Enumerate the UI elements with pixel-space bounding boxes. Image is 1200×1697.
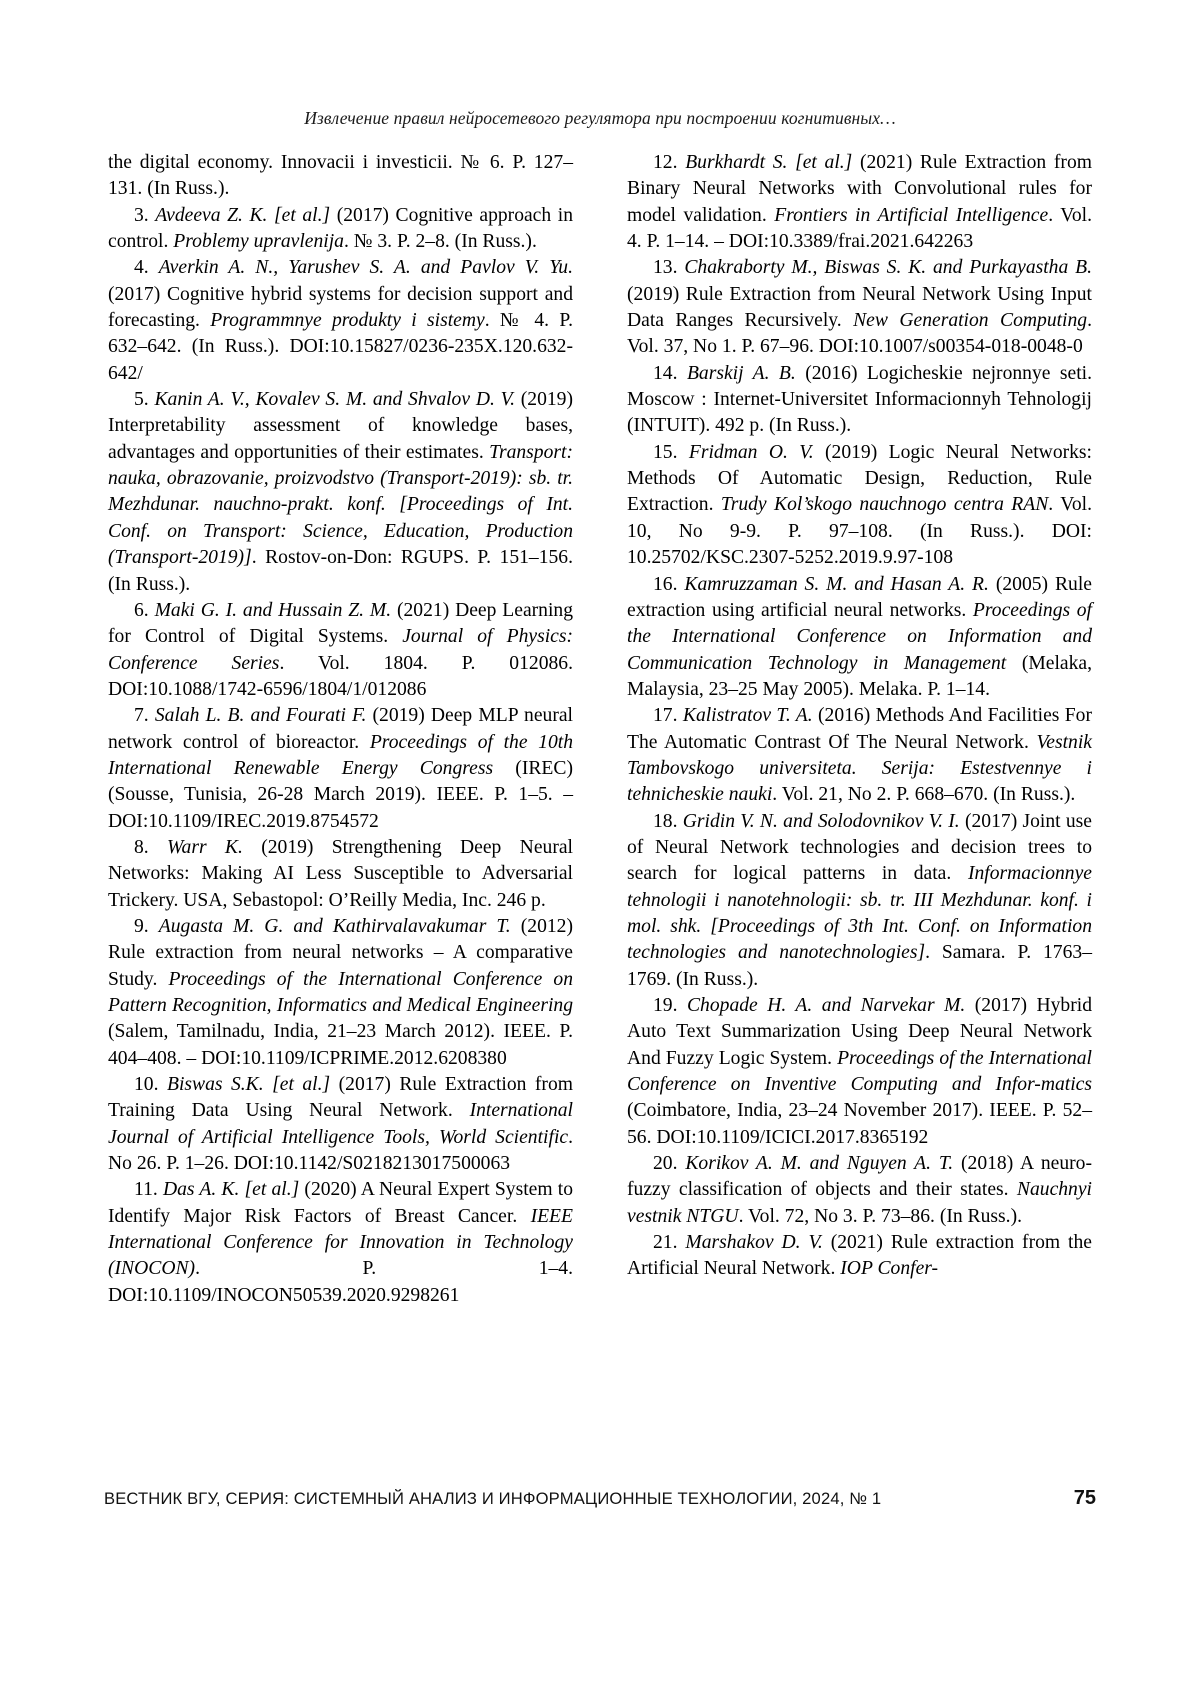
page-number: 75 xyxy=(1073,1487,1096,1509)
reference-text: (2019) Logic Neural Networks: Methods Of Automatic Design, Reduction, Rule Extraction. xyxy=(627,441,1093,516)
reference-number: 10. xyxy=(134,1074,159,1096)
reference-source: Nauchnyi vestnik NTGU xyxy=(627,1179,1092,1227)
right-column xyxy=(627,150,1092,1440)
reference-tail: (Salem, Tamilnadu, India, 21–23 March 2012). IEEE. P. 404–408. – DOI:10.1109/ICPRIME.2012.6208380 xyxy=(108,1021,573,1069)
reference-authors: Maki G. I. and Hussain Z. M. xyxy=(154,599,392,621)
reference-text: (2017) Cognitive approach in control. xyxy=(108,204,573,253)
left-column xyxy=(108,150,573,1440)
reference-number: 16. xyxy=(653,573,678,595)
reference-tail: . Vol. 4. P. 1–14. – DOI:10.3389/frai.2021.642263 xyxy=(627,204,1092,253)
reference-text: (2017) Hybrid Auto Text Summarization Using Deep Neural Network And Fuzzy Logic System. xyxy=(627,995,1092,1069)
reference-text: (2005) Rule extraction using artificial neural networks. xyxy=(627,573,1092,621)
reference-text: (2019) Deep MLP neural network control of bioreactor. xyxy=(108,705,574,753)
reference-tail: . № 4. P. 632–642. (In Russ.). DOI:10.15827/0236-235X.120.632-642/ xyxy=(108,310,574,384)
reference-authors: Biswas S.K. [et al.] xyxy=(166,1074,331,1096)
reference-number: 4. xyxy=(134,257,149,279)
reference-text: (2017) Cognitive hybrid systems for decision support and forecasting. xyxy=(108,283,573,332)
reference-text: (2016) Logicheskie nejronnye seti. Moscow : Internet-Universitet Informacionnyh Tehnologij (INTUIT). 492 p. (In Russ.). xyxy=(627,362,1092,437)
reference-authors: Avdeeva Z. K. [et al.] xyxy=(155,204,331,226)
reference-authors: Das A. K. [et al.] xyxy=(162,1179,300,1201)
reference-source: Informacionnye tehnologii i nanotehnologii: sb. tr. III Mezhdunar. konf. i mol. shk. [Proceedings of 3th Int. Conf. on Information technologies and nanotechnologies] xyxy=(627,863,1092,964)
reference-authors: Kanin A. V., Kovalev S. M. and Shvalov D. V. xyxy=(154,389,515,411)
reference-item xyxy=(627,440,1092,572)
reference-authors: Burkhardt S. [et al.] xyxy=(685,152,853,173)
reference-number: 7. xyxy=(134,705,149,727)
reference-item xyxy=(627,809,1092,993)
reference-source: Vestnik Tambovskogo universiteta. Serija: Estestvennye i tehnicheskie nauki xyxy=(627,731,1092,806)
reference-item xyxy=(627,993,1092,1151)
reference-text: (2021) Rule extraction from the Artificial Neural Network. xyxy=(627,1232,1092,1280)
reference-item xyxy=(108,1072,573,1177)
reference-item xyxy=(108,835,573,914)
reference-number: 15. xyxy=(653,441,678,463)
reference-authors: Salah L. B. and Fourati F. xyxy=(154,705,367,727)
reference-source: Proceedings of the International Conference on Inventive Computing and Infor-matics xyxy=(627,1047,1092,1096)
reference-source: Frontiers in Artificial Intelligence xyxy=(774,204,1049,226)
page-footer xyxy=(104,1487,1096,1510)
reference-item xyxy=(108,387,573,598)
reference-tail: . P. 1–4. DOI:10.1109/INOCON50539.2020.9298261 xyxy=(108,1258,573,1306)
reference-authors: Fridman O. V. xyxy=(688,441,814,463)
reference-source: International Journal of Artificial Intelligence Tools, World Scientific xyxy=(108,1100,573,1148)
reference-text: (2016) Methods And Facilities For The Automatic Contrast Of The Neural Network. xyxy=(627,705,1092,753)
reference-number: 8. xyxy=(134,836,149,858)
reference-text: (2020) A Neural Expert System to Identify Major Risk Factors of Breast Cancer. xyxy=(108,1179,574,1227)
reference-item xyxy=(627,572,1092,704)
reference-number: 17. xyxy=(653,705,678,727)
reference-item xyxy=(627,1151,1092,1230)
reference-item xyxy=(627,703,1092,808)
reference-authors: Barskij A. B. xyxy=(686,362,796,384)
reference-item xyxy=(108,914,573,1072)
reference-number: 11. xyxy=(134,1179,158,1201)
reference-tail: . Vol. 10, No 9-9. P. 97–108. (In Russ.). DOI: 10.25702/KSC.2307-5252.2019.9.97-108 xyxy=(627,494,1092,569)
reference-text: (2017) Joint use of Neural Network technologies and decision trees to search for logical patterns in data. xyxy=(627,810,1092,885)
reference-continuation: the digital economy. Innovacii i investicii. № 6. P. 127–131. (In Russ.). xyxy=(108,152,573,200)
reference-source: Proceedings of the International Conference on Information and Communication Technology in Management xyxy=(627,599,1092,674)
reference-source: New Generation Computing xyxy=(853,310,1088,332)
reference-item xyxy=(108,598,573,703)
reference-text: (2018) A neuro-fuzzy classification of objects and their states. xyxy=(627,1153,1092,1201)
reference-tail: (IREC) (Sousse, Tunisia, 26-28 March 2019). IEEE. P. 1–5. – DOI:10.1109/IREC.2019.8754572 xyxy=(108,757,573,832)
reference-text: (2017) Rule Extraction from Training Data Using Neural Network. xyxy=(108,1074,573,1122)
reference-number: 20. xyxy=(653,1153,678,1175)
reference-source: Transport: nauka, obrazovanie, proizvodstvo (Transport-2019): sb. tr. Mezhdunar. nauchno-prakt. konf. [Proceedings of Int. Conf. on Transport: Science, Education, Production (Transport-2019)] xyxy=(108,441,573,569)
reference-authors: Chakraborty M., Biswas S. K. and Purkayastha B. xyxy=(684,257,1092,279)
reference-source: IEEE International Conference for Innovation in Technology (INOCON) xyxy=(108,1205,573,1280)
reference-source: Programmnye produkty i sistemy xyxy=(210,310,485,332)
reference-source: Trudy Kol’skogo nauchnogo centra RAN xyxy=(720,494,1049,516)
reference-item xyxy=(627,150,1092,255)
reference-tail: . Vol. 1804. P. 012086. DOI:10.1088/1742-6596/1804/1/012086 xyxy=(108,652,573,700)
reference-text: (2012) Rule extraction from neural networks – A comparative Study. xyxy=(108,915,574,990)
reference-number: 21. xyxy=(653,1232,678,1254)
reference-source: Problemy upravlenija xyxy=(173,231,344,253)
reference-tail: (Coimbatore, India, 23–24 November 2017). IEEE. P. 52–56. DOI:10.1109/ICICI.2017.8365192 xyxy=(627,1100,1092,1148)
reference-tail: . Vol. 21, No 2. P. 668–670. (In Russ.). xyxy=(772,784,1076,806)
reference-source: Journal of Physics: Conference Series xyxy=(108,626,573,674)
reference-item xyxy=(627,361,1092,440)
reference-tail: (Melaka, Malaysia, 23–25 May 2005). Melaka. P. 1–14. xyxy=(627,652,1093,700)
reference-number: 6. xyxy=(134,599,149,621)
reference-authors: Chopade H. A. and Narvekar M. xyxy=(686,995,966,1016)
reference-text: (2021) Deep Learning for Control of Digital Systems. xyxy=(108,599,574,648)
reference-text: (2019) Strengthening Deep Neural Networks: Making AI Less Susceptible to Adversarial Trickery. USA, Sebastopol: O’Reilly Media, Inc. 246 p. xyxy=(108,836,573,911)
reference-authors: Kalistratov T. A. xyxy=(682,705,813,727)
reference-item xyxy=(108,255,573,387)
reference-number: 5. xyxy=(134,389,149,411)
reference-item xyxy=(627,1230,1092,1283)
reference-item xyxy=(108,203,573,256)
reference-number: 14. xyxy=(653,362,678,384)
reference-tail: . Rostov-on-Don: RGUPS. P. 151–156. (In Russ.). xyxy=(108,547,573,595)
reference-item xyxy=(108,703,573,835)
reference-number: 12. xyxy=(653,152,678,173)
journal-footer-line: ВЕСТНИК ВГУ, СЕРИЯ: СИСТЕМНЫЙ АНАЛИЗ И ИНФОРМАЦИОННЫЕ ТЕХНОЛОГИИ, 2024, № 1 xyxy=(104,1489,882,1508)
reference-number: 13. xyxy=(653,257,678,279)
reference-tail: . No 26. P. 1–26. DOI:10.1142/S0218213017500063 xyxy=(108,1126,573,1175)
reference-tail: . Vol. 37, No 1. P. 67–96. DOI:10.1007/s00354-018-0048-0 xyxy=(627,310,1092,358)
reference-number: 19. xyxy=(653,995,678,1016)
reference-number: 18. xyxy=(653,810,678,832)
reference-item xyxy=(108,1177,573,1309)
reference-authors: Marshakov D. V. xyxy=(685,1232,823,1254)
reference-authors: Kamruzzaman S. M. and Hasan A. R. xyxy=(684,573,989,595)
reference-number: 9. xyxy=(134,915,149,937)
reference-authors: Korikov A. M. and Nguyen A. T. xyxy=(685,1153,954,1175)
reference-authors: Averkin A. N., Yarushev S. A. and Pavlov V. Yu. xyxy=(158,257,573,279)
reference-authors: Gridin V. N. and Solodovnikov V. I. xyxy=(682,810,960,832)
reference-tail: . Vol. 72, No 3. P. 73–86. (In Russ.). xyxy=(738,1205,1022,1227)
reference-item xyxy=(627,255,1092,360)
reference-authors: Warr K. xyxy=(167,836,243,858)
running-head: Извлечение правил нейросетевого регулятора при построении когнитивных… xyxy=(304,108,896,128)
reference-text: (2019) Interpretability assessment of knowledge bases, advantages and opportunities of their estimates. xyxy=(108,389,573,463)
reference-text: (2021) Rule Extraction from Binary Neural Networks with Convolutional rules for model validation. xyxy=(627,152,1092,226)
reference-source: Proceedings of the 10th International Renewable Energy Congress xyxy=(108,731,574,779)
reference-tail: . Samara. P. 1763–1769. (In Russ.). xyxy=(627,942,1092,990)
reference-number: 3. xyxy=(134,204,149,226)
reference-authors: Augasta M. G. and Kathirvalavakumar T. xyxy=(158,915,511,937)
two-column-body xyxy=(108,150,1092,1440)
reference-tail: . № 3. P. 2–8. (In Russ.). xyxy=(343,231,537,253)
reference-source: IOP Confer- xyxy=(840,1258,939,1280)
reference-text: (2019) Rule Extraction from Neural Network Using Input Data Ranges Recursively. xyxy=(627,283,1092,332)
reference-source: Proceedings of the International Conference on Pattern Recognition, Informatics and Medical Engineering xyxy=(108,968,573,1016)
